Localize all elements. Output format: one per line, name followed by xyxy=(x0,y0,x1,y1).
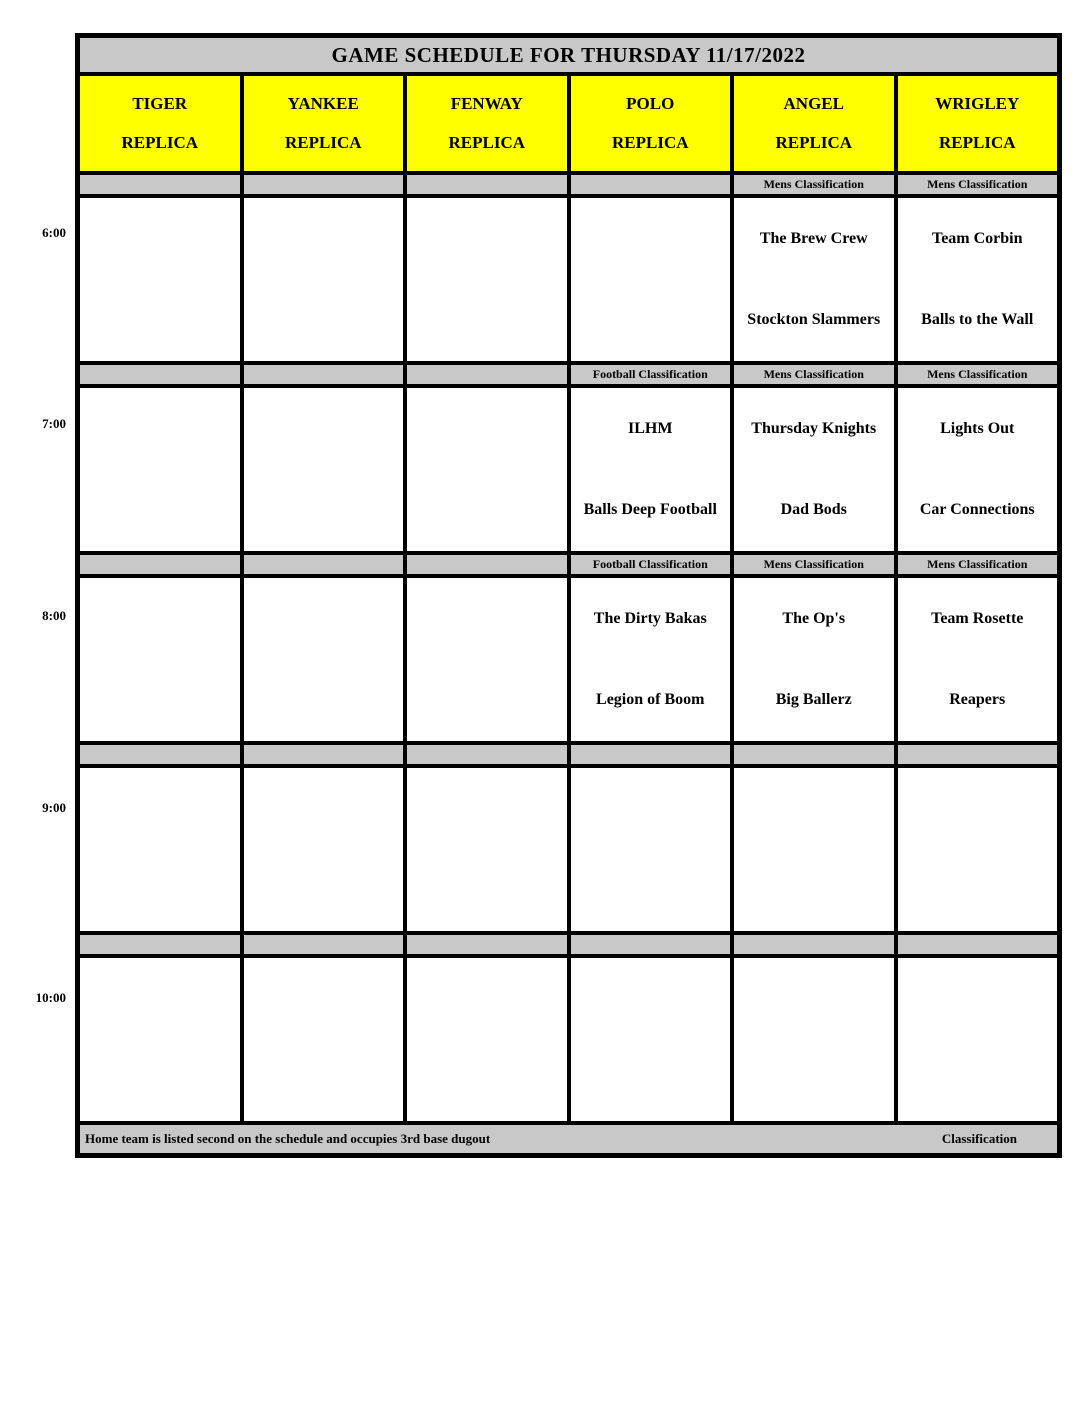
home-team: Car Connections xyxy=(919,501,1035,519)
away-team xyxy=(898,768,1058,850)
venue-name: FENWAY xyxy=(450,94,523,114)
home-team xyxy=(244,280,404,362)
home-team xyxy=(80,850,240,932)
game-cell xyxy=(80,768,240,931)
game-cell xyxy=(734,578,894,741)
game-cell xyxy=(244,198,404,361)
away-team: Team Rosette xyxy=(931,609,1024,627)
game-cell xyxy=(244,388,404,551)
away-team xyxy=(244,388,404,470)
home-team: Balls to the Wall xyxy=(921,311,1034,329)
venue-subname: REPLICA xyxy=(121,132,198,152)
classification-cell: Football Classification xyxy=(571,365,731,384)
game-cell xyxy=(734,958,894,1121)
venue-subname: REPLICA xyxy=(775,132,852,152)
classification-cell xyxy=(734,935,894,954)
game-cell xyxy=(244,768,404,931)
home-team xyxy=(571,280,731,362)
classification-cell: Mens Classification xyxy=(898,175,1058,194)
home-team xyxy=(898,1040,1058,1122)
game-cell xyxy=(734,388,894,551)
venue-subname: REPLICA xyxy=(938,132,1016,152)
home-team xyxy=(571,1040,731,1122)
home-team xyxy=(244,470,404,552)
away-team xyxy=(80,388,240,470)
venue-name: WRIGLEY xyxy=(935,94,1020,114)
classification-cell xyxy=(407,365,567,384)
away-team: The Dirty Bakas xyxy=(593,609,707,627)
classification-cell: Mens Classification xyxy=(898,555,1058,574)
game-cell xyxy=(898,388,1058,551)
time-label-6: 6:00 xyxy=(42,225,66,240)
game-cell xyxy=(407,958,567,1121)
classification-cell xyxy=(80,365,240,384)
classification-cell xyxy=(898,745,1058,764)
away-team: The Brew Crew xyxy=(759,229,868,247)
away-team xyxy=(80,958,240,1040)
home-team xyxy=(734,1040,894,1122)
schedule-title: GAME SCHEDULE FOR THURSDAY 11/17/2022 xyxy=(80,38,1057,72)
home-team xyxy=(407,280,567,362)
away-team xyxy=(571,768,731,850)
home-team xyxy=(407,1040,567,1122)
home-team xyxy=(407,470,567,552)
away-team xyxy=(571,958,731,1040)
classification-cell: Mens Classification xyxy=(898,365,1058,384)
classification-cell xyxy=(571,935,731,954)
game-cell xyxy=(734,198,894,361)
game-cell xyxy=(407,198,567,361)
game-cell xyxy=(571,768,731,931)
game-cell xyxy=(898,198,1058,361)
footer-bar xyxy=(80,1125,1057,1153)
away-team: The Op's xyxy=(782,609,846,627)
game-cell xyxy=(80,578,240,741)
game-cell xyxy=(80,198,240,361)
game-cell xyxy=(898,578,1058,741)
home-team: Reapers xyxy=(949,691,1006,709)
classification-cell xyxy=(80,745,240,764)
away-team xyxy=(734,768,894,850)
classification-cell xyxy=(407,555,567,574)
venue-name: POLO xyxy=(626,94,675,114)
classification-cell xyxy=(80,175,240,194)
game-cell xyxy=(571,198,731,361)
home-team: Dad Bods xyxy=(780,501,847,519)
away-team xyxy=(407,768,567,850)
venue-header-fenway xyxy=(407,76,567,171)
time-label-9: 9:00 xyxy=(42,800,66,815)
home-team xyxy=(898,850,1058,932)
game-cell xyxy=(244,958,404,1121)
time-label-7: 7:00 xyxy=(42,416,66,431)
game-cell xyxy=(80,388,240,551)
away-team: Thursday Knights xyxy=(751,419,877,437)
home-team xyxy=(80,660,240,742)
classification-cell: Football Classification xyxy=(571,555,731,574)
game-cell xyxy=(571,388,731,551)
game-cell xyxy=(244,578,404,741)
away-team xyxy=(407,958,567,1040)
home-team xyxy=(80,1040,240,1122)
away-team xyxy=(734,958,894,1040)
home-team: Stockton Slammers xyxy=(747,311,881,329)
away-team: Team Corbin xyxy=(931,229,1023,247)
venue-name: TIGER xyxy=(132,94,188,114)
away-team xyxy=(80,578,240,660)
game-schedule-table xyxy=(75,33,1062,1158)
footer-note: Home team is listed second on the schedule and occupies 3rd base dugout xyxy=(85,1131,491,1146)
away-team: Lights Out xyxy=(940,419,1015,437)
classification-cell: Mens Classification xyxy=(734,175,894,194)
away-team xyxy=(407,388,567,470)
classification-cell xyxy=(898,935,1058,954)
away-team xyxy=(80,768,240,850)
away-team xyxy=(407,578,567,660)
time-label-8: 8:00 xyxy=(42,608,66,623)
away-team xyxy=(571,198,731,280)
game-cell xyxy=(407,578,567,741)
classification-cell: Mens Classification xyxy=(734,365,894,384)
away-team xyxy=(244,578,404,660)
classification-cell xyxy=(734,745,894,764)
classification-cell xyxy=(571,745,731,764)
venue-header-tiger xyxy=(80,76,240,171)
home-team xyxy=(244,660,404,742)
home-team xyxy=(571,850,731,932)
game-cell xyxy=(407,388,567,551)
classification-cell: Mens Classification xyxy=(734,555,894,574)
away-team xyxy=(244,958,404,1040)
game-cell xyxy=(407,768,567,931)
venue-subname: REPLICA xyxy=(611,132,689,152)
venue-header-yankee xyxy=(244,76,404,171)
classification-cell xyxy=(407,935,567,954)
classification-cell xyxy=(244,935,404,954)
classification-cell xyxy=(407,175,567,194)
venue-header-angel xyxy=(734,76,894,171)
away-team: ILHM xyxy=(628,419,673,437)
classification-cell xyxy=(244,365,404,384)
game-cell xyxy=(571,578,731,741)
venue-header-polo xyxy=(571,76,731,171)
classification-cell xyxy=(407,745,567,764)
classification-cell xyxy=(80,555,240,574)
time-label-10: 10:00 xyxy=(35,990,66,1005)
home-team xyxy=(407,660,567,742)
home-team xyxy=(80,470,240,552)
away-team xyxy=(244,768,404,850)
game-cell xyxy=(571,958,731,1121)
home-team: Big Ballerz xyxy=(775,691,852,709)
game-cell xyxy=(734,768,894,931)
away-team xyxy=(80,198,240,280)
venue-header-wrigley xyxy=(898,76,1058,171)
home-team xyxy=(734,850,894,932)
venue-subname: REPLICA xyxy=(448,132,525,152)
game-cell xyxy=(898,958,1058,1121)
home-team xyxy=(244,1040,404,1122)
game-cell xyxy=(898,768,1058,931)
classification-cell xyxy=(80,935,240,954)
away-team xyxy=(898,958,1058,1040)
venue-name: ANGEL xyxy=(783,94,844,114)
home-team xyxy=(80,280,240,362)
away-team xyxy=(244,198,404,280)
game-cell xyxy=(80,958,240,1121)
classification-cell xyxy=(244,745,404,764)
home-team xyxy=(407,850,567,932)
classification-cell xyxy=(571,175,731,194)
classification-cell xyxy=(244,555,404,574)
away-team xyxy=(407,198,567,280)
venue-name: YANKEE xyxy=(287,94,359,114)
home-team xyxy=(244,850,404,932)
footer-classification-label: Classification xyxy=(941,1131,1017,1146)
home-team: Legion of Boom xyxy=(596,691,705,709)
classification-cell xyxy=(244,175,404,194)
venue-subname: REPLICA xyxy=(284,132,362,152)
home-team: Balls Deep Football xyxy=(583,501,717,519)
